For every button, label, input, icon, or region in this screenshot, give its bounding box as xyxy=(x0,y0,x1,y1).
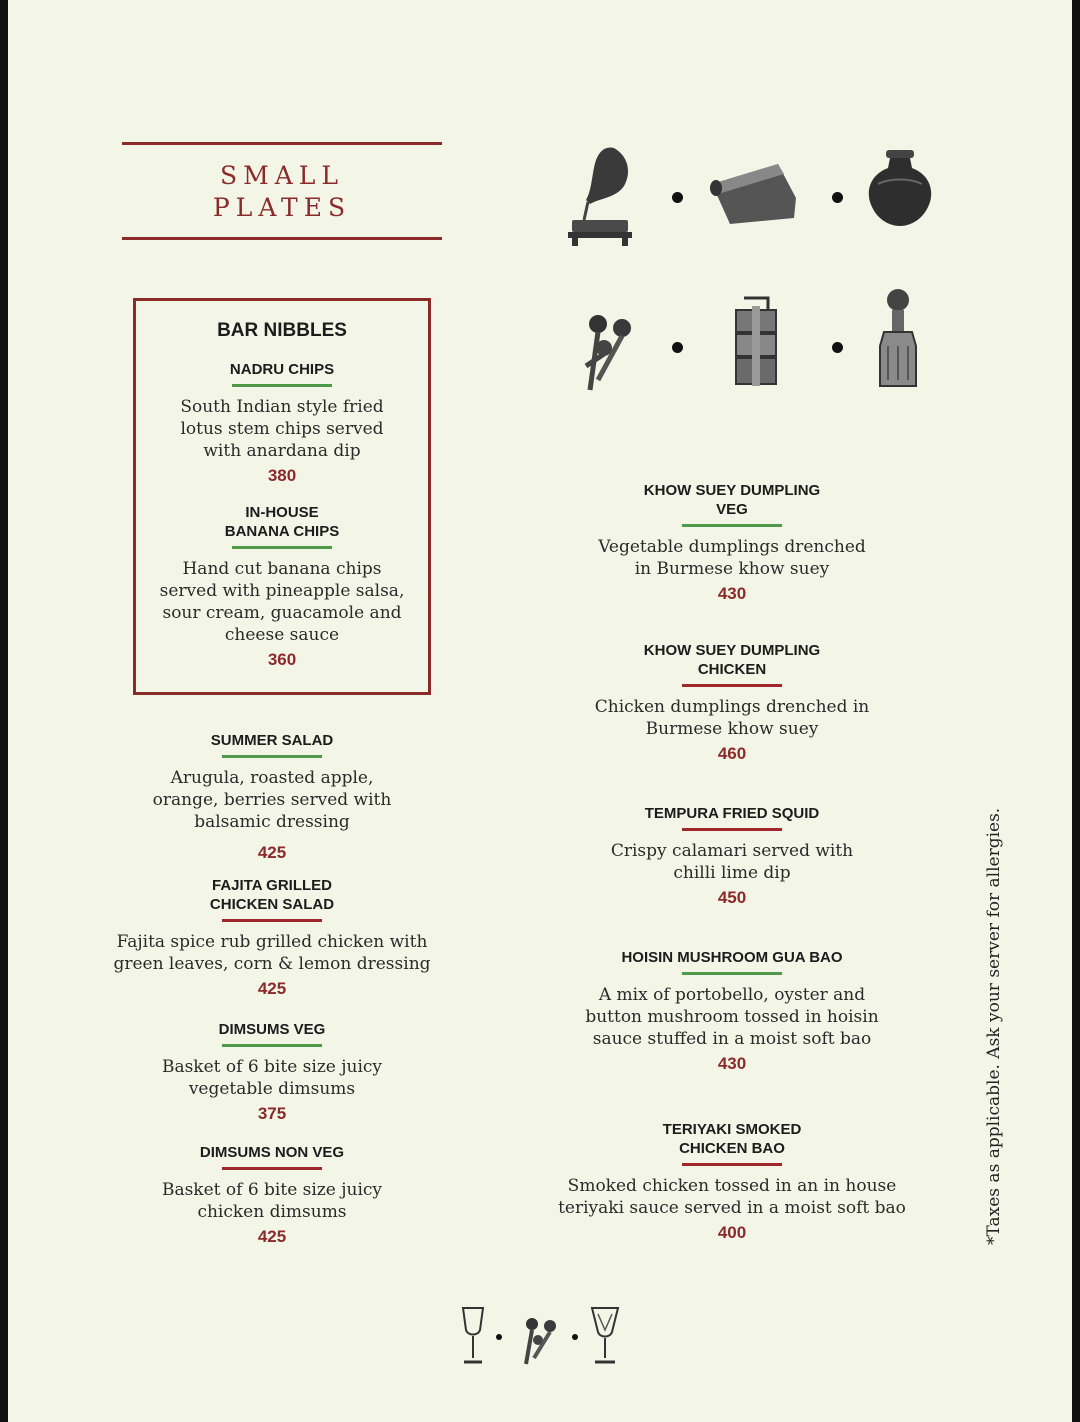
item-description: Arugula, roasted apple, orange, berries served with balsamic dressing xyxy=(152,768,392,832)
item-price: 460 xyxy=(717,744,747,763)
menu-item xyxy=(572,481,892,604)
menu-item xyxy=(122,1143,422,1247)
item-price: 425 xyxy=(257,979,287,998)
item-name: KHOW SUEY DUMPLING CHICKEN xyxy=(643,642,821,678)
item-name: IN-HOUSE BANANA CHIPS xyxy=(224,504,340,540)
item-price: 430 xyxy=(717,1054,747,1073)
item-price: 425 xyxy=(257,843,287,862)
item-description: Fajita spice rub grilled chicken with green leaves, corn & lemon dressing xyxy=(113,932,431,974)
item-name: KHOW SUEY DUMPLING VEG xyxy=(643,482,821,518)
item-name: DIMSUMS NON VEG xyxy=(199,1144,345,1161)
separator-dot xyxy=(572,1334,578,1340)
item-description: Hand cut banana chips served with pineapple salsa, sour cream, guacamole and cheese sauce xyxy=(159,559,405,645)
veg-indicator xyxy=(222,755,322,758)
menu-item xyxy=(122,731,422,863)
menu-item xyxy=(150,503,414,670)
rolling-pin-icon xyxy=(708,158,800,228)
veg-indicator xyxy=(232,546,332,549)
clay-pot-icon xyxy=(864,148,936,228)
goblet-icon xyxy=(590,1306,620,1366)
item-price: 425 xyxy=(257,1227,287,1246)
non-veg-indicator xyxy=(682,1163,782,1166)
veg-indicator xyxy=(682,972,782,975)
separator-dot xyxy=(496,1334,502,1340)
item-price: 400 xyxy=(717,1223,747,1242)
non-veg-indicator xyxy=(222,1167,322,1170)
separator-dot xyxy=(832,192,843,203)
separator-dot xyxy=(832,342,843,353)
menu-item xyxy=(572,641,892,764)
veg-indicator xyxy=(232,384,332,387)
item-name: HOISIN MUSHROOM GUA BAO xyxy=(621,949,843,966)
item-name: FAJITA GRILLED CHICKEN SALAD xyxy=(209,877,335,913)
gramophone-icon xyxy=(566,142,636,250)
item-name: SUMMER SALAD xyxy=(210,732,334,749)
menu-item xyxy=(122,1020,422,1124)
perfume-bottle-icon xyxy=(876,286,920,394)
item-price: 360 xyxy=(267,650,297,669)
menu-item xyxy=(112,876,432,999)
item-description: Chicken dumplings drenched in Burmese khow suey xyxy=(594,697,870,739)
frame-edge-right xyxy=(1072,0,1080,1422)
item-description: Crispy calamari served with chilli lime dip xyxy=(610,841,854,883)
menu-item xyxy=(150,360,414,486)
item-name: TEMPURA FRIED SQUID xyxy=(644,805,820,822)
non-veg-indicator xyxy=(222,919,322,922)
header-bottom-rule xyxy=(122,237,442,240)
item-price: 380 xyxy=(267,466,297,485)
menu-item xyxy=(552,1120,912,1243)
item-description: Smoked chicken tossed in an in house teriyaki sauce served in a moist soft bao xyxy=(558,1176,906,1218)
tax-note: *Taxes as applicable. Ask your server for allergies. xyxy=(984,807,1004,1245)
separator-dot xyxy=(672,192,683,203)
item-price: 430 xyxy=(717,584,747,603)
item-name: TERIYAKI SMOKED CHICKEN BAO xyxy=(662,1121,802,1157)
bar-nibbles-title: BAR NIBBLES xyxy=(217,320,347,341)
item-price: 375 xyxy=(257,1104,287,1123)
non-veg-indicator xyxy=(682,828,782,831)
item-description: Basket of 6 bite size juicy vegetable dimsums xyxy=(161,1057,383,1099)
non-veg-indicator xyxy=(682,684,782,687)
menu-item xyxy=(562,948,902,1074)
header-top-rule xyxy=(122,142,442,145)
item-price: 450 xyxy=(717,888,747,907)
cloves-icon xyxy=(520,1316,562,1366)
cloves-icon xyxy=(578,310,640,394)
menu-item xyxy=(572,804,892,908)
item-name: DIMSUMS VEG xyxy=(218,1021,326,1038)
separator-dot xyxy=(672,342,683,353)
veg-indicator xyxy=(222,1044,322,1047)
item-description: South Indian style fried lotus stem chips served with anardana dip xyxy=(180,397,384,461)
item-description: A mix of portobello, oyster and button mushroom tossed in hoisin sauce stuffed in a moist soft bao xyxy=(585,985,879,1049)
wine-glass-icon xyxy=(460,1306,486,1366)
page-title: SMALL PLATES xyxy=(212,161,352,222)
frame-edge-left xyxy=(0,0,8,1422)
tiffin-icon xyxy=(732,296,780,390)
item-name: NADRU CHIPS xyxy=(229,361,335,378)
item-description: Basket of 6 bite size juicy chicken dimsums xyxy=(161,1180,383,1222)
veg-indicator xyxy=(682,524,782,527)
item-description: Vegetable dumplings drenched in Burmese khow suey xyxy=(598,537,866,579)
